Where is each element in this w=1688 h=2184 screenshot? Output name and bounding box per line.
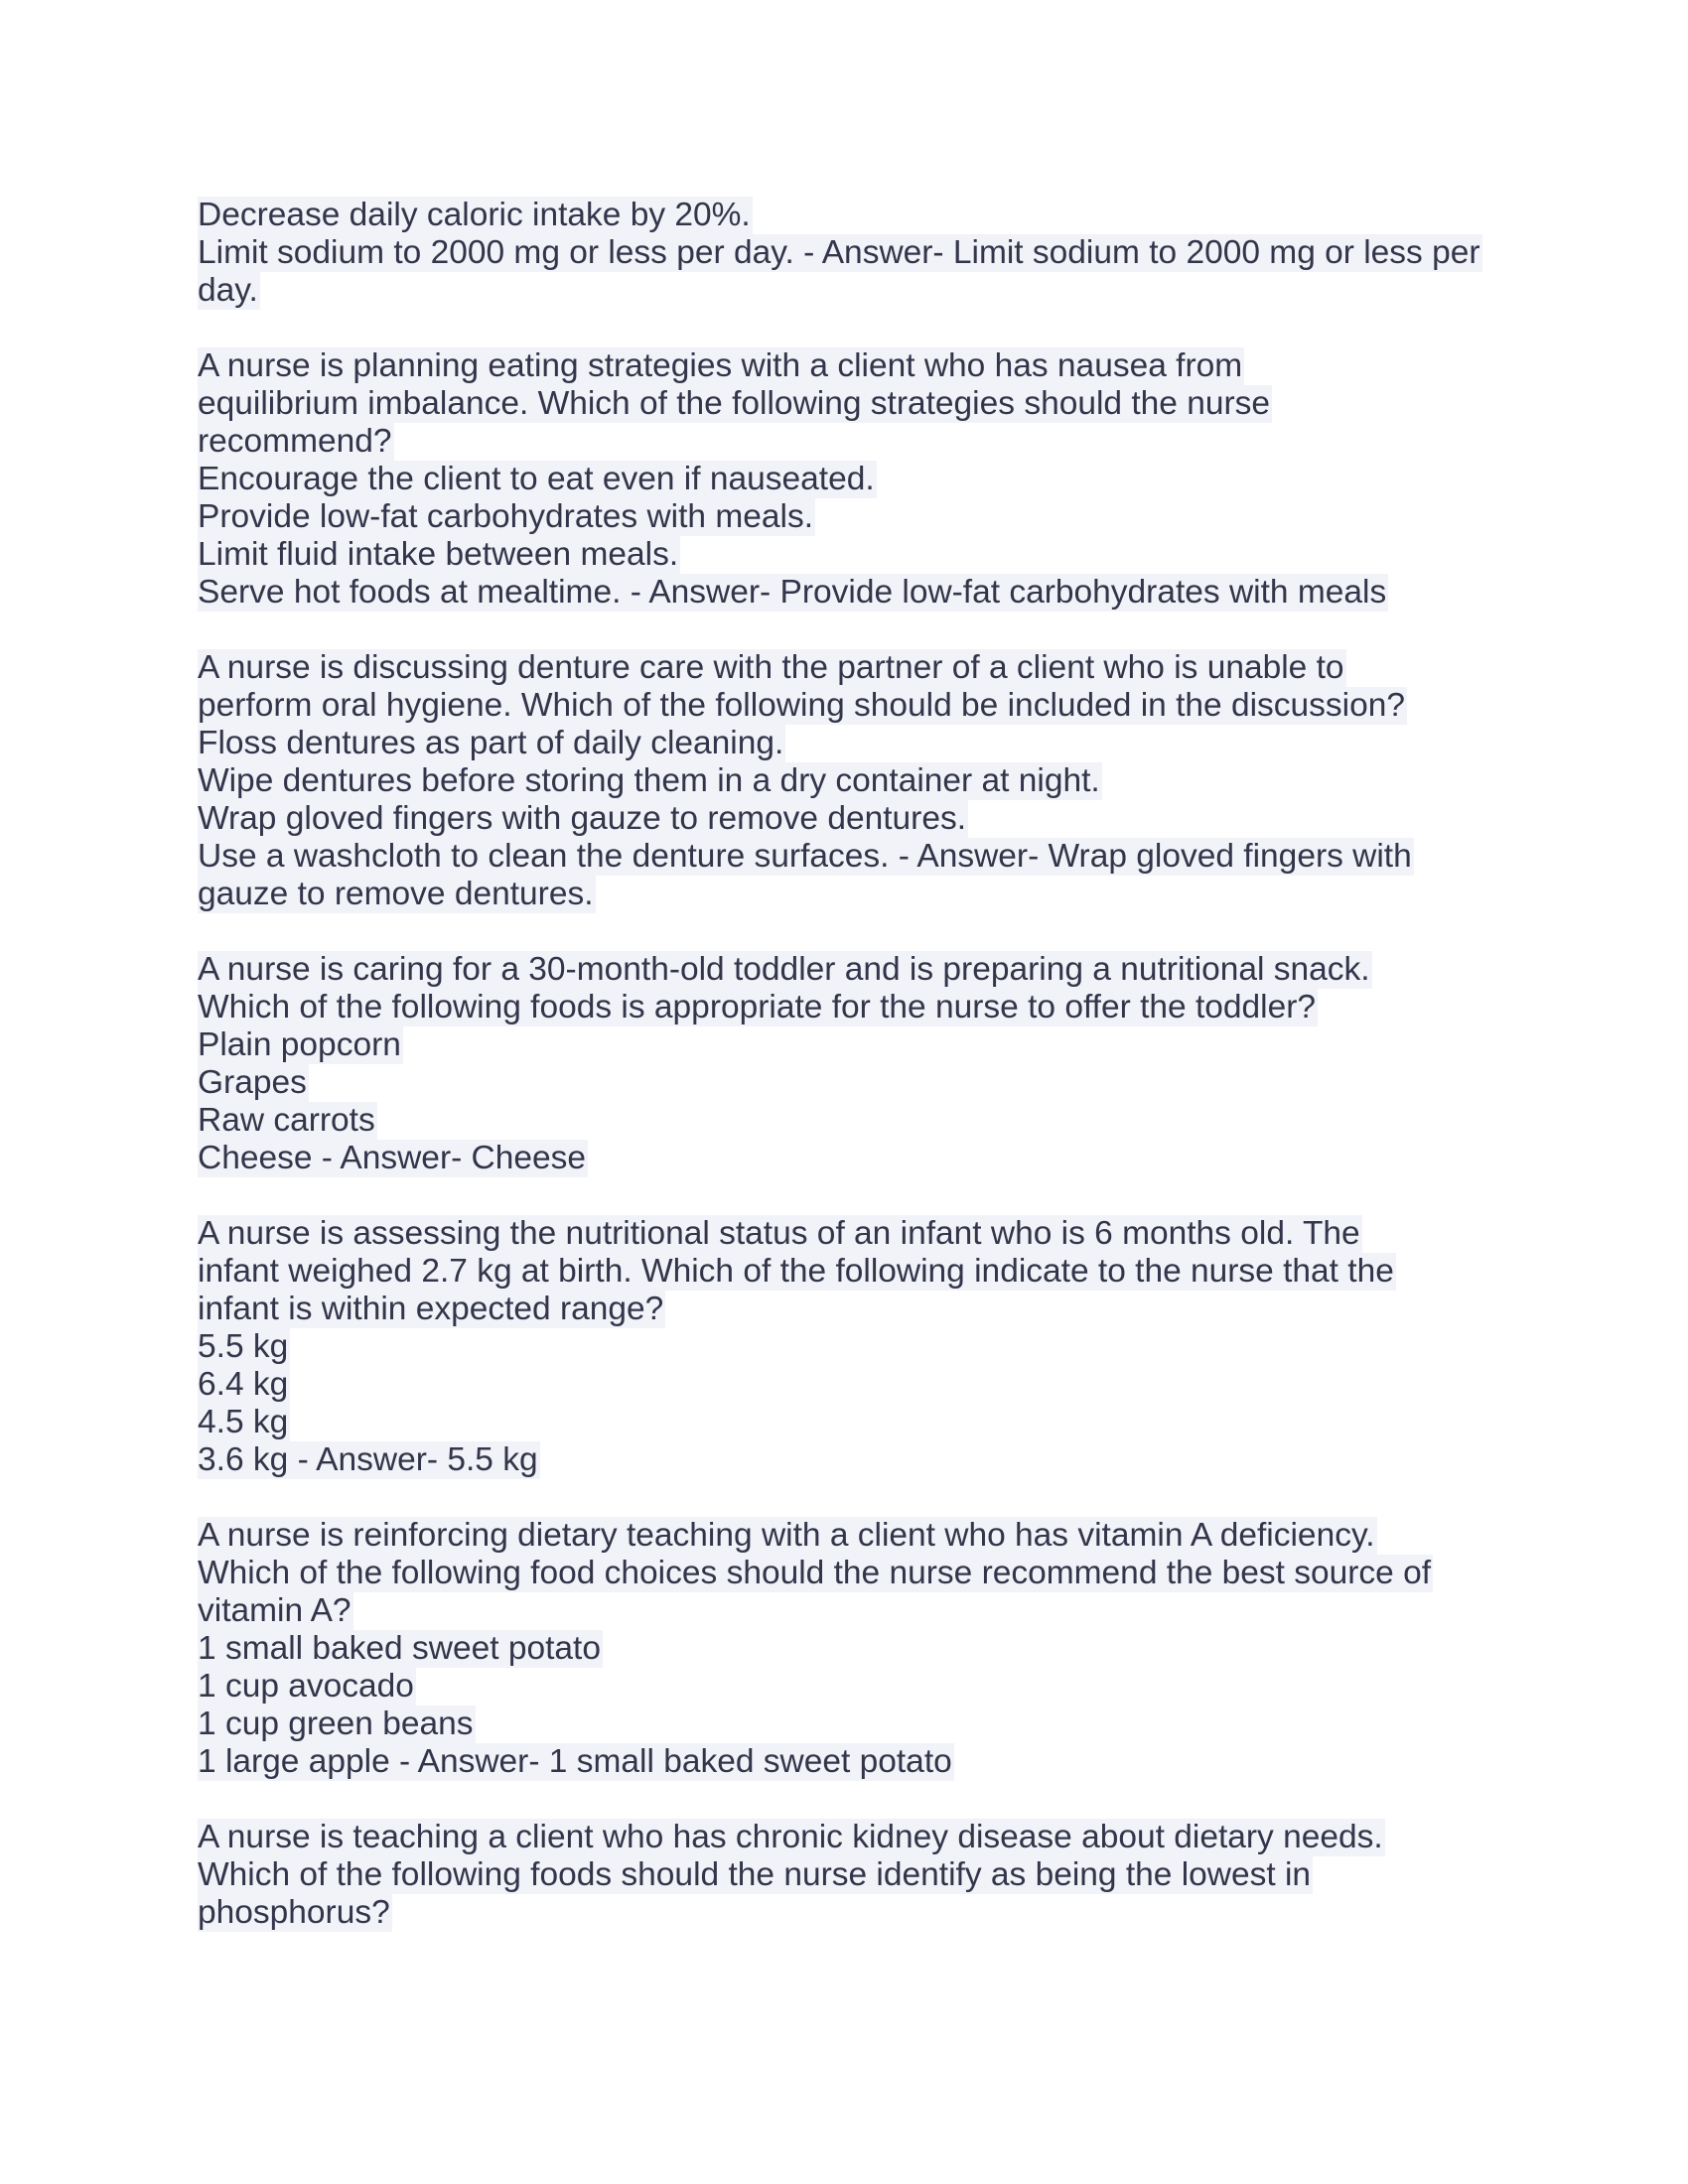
text-line: A nurse is caring for a 30-month-old toddler and is preparing a nutritional snack. — [198, 951, 1370, 988]
text-line: A nurse is assessing the nutritional status of an infant who is 6 months old. The — [198, 1215, 1360, 1252]
text-line: gauze to remove dentures. — [198, 876, 594, 912]
text-line-row — [198, 1291, 1508, 1328]
text-line-row — [198, 1253, 1508, 1291]
text-line: infant is within expected range? — [198, 1291, 664, 1327]
text-line-row — [198, 1517, 1508, 1555]
paragraph-spacer — [198, 1177, 1508, 1215]
text-line: phosphorus? — [198, 1894, 390, 1931]
text-line: Limit sodium to 2000 mg or less per day. - Answer- Limit sodium to 2000 mg or less per — [198, 234, 1480, 271]
text-line-row — [198, 1819, 1508, 1856]
text-line: 5.5 kg — [198, 1328, 289, 1365]
text-line: A nurse is planning eating strategies with a client who has nausea from — [198, 347, 1243, 384]
text-line: Encourage the client to eat even if nauseated. — [198, 461, 875, 497]
text-line: Which of the following food choices should the nurse recommend the best source of — [198, 1555, 1432, 1591]
text-line: Plain popcorn — [198, 1026, 401, 1063]
text-line: 1 large apple - Answer- 1 small baked sweet potato — [198, 1743, 952, 1780]
question-block — [198, 951, 1508, 1177]
text-line-row — [198, 800, 1508, 838]
text-line-row — [198, 762, 1508, 800]
text-line-row — [198, 838, 1508, 876]
text-line-row — [198, 423, 1508, 461]
text-line: 1 small baked sweet potato — [198, 1630, 601, 1667]
text-line-row — [198, 951, 1508, 989]
text-line: Which of the following foods should the nurse identify as being the lowest in — [198, 1856, 1312, 1893]
text-line: 6.4 kg — [198, 1366, 289, 1403]
text-line-row — [198, 1026, 1508, 1064]
text-line: Use a washcloth to clean the denture surfaces. - Answer- Wrap gloved fingers with — [198, 838, 1412, 875]
text-line-row — [198, 1140, 1508, 1177]
text-line-row — [198, 1064, 1508, 1102]
text-line-row — [198, 1366, 1508, 1404]
text-line: Provide low-fat carbohydrates with meals. — [198, 498, 814, 535]
question-block — [198, 347, 1508, 612]
text-line: Raw carrots — [198, 1102, 375, 1139]
text-line: Wrap gloved fingers with gauze to remove dentures. — [198, 800, 967, 837]
text-line-row — [198, 574, 1508, 612]
text-line: vitamin A? — [198, 1592, 352, 1629]
text-line-row — [198, 1441, 1508, 1479]
text-line-row — [198, 498, 1508, 536]
question-block — [198, 1819, 1508, 1932]
text-line: day. — [198, 272, 258, 309]
text-line-row — [198, 536, 1508, 574]
paragraph-spacer — [198, 913, 1508, 951]
text-line: Decrease daily caloric intake by 20%. — [198, 197, 751, 233]
paragraph-spacer — [198, 1781, 1508, 1819]
text-line-row — [198, 1894, 1508, 1932]
text-line-row — [198, 989, 1508, 1026]
text-line-row — [198, 272, 1508, 310]
text-line: 1 cup green beans — [198, 1706, 474, 1742]
text-line-row — [198, 687, 1508, 725]
text-line: A nurse is reinforcing dietary teaching with a client who has vitamin A deficiency. — [198, 1517, 1375, 1554]
document-body — [198, 197, 1508, 1932]
text-line-row — [198, 1856, 1508, 1894]
text-line: Limit fluid intake between meals. — [198, 536, 679, 573]
question-block — [198, 1215, 1508, 1479]
text-line-row — [198, 385, 1508, 423]
text-line-row — [198, 1743, 1508, 1781]
text-line-row — [198, 1630, 1508, 1668]
text-line: Wipe dentures before storing them in a dry container at night. — [198, 762, 1100, 799]
text-line: Serve hot foods at mealtime. - Answer- Provide low-fat carbohydrates with meals — [198, 574, 1387, 611]
text-line-row — [198, 1102, 1508, 1140]
paragraph-spacer — [198, 310, 1508, 347]
text-line-row — [198, 876, 1508, 913]
text-line-row — [198, 1592, 1508, 1630]
text-line: Grapes — [198, 1064, 307, 1101]
text-line-row — [198, 461, 1508, 498]
text-line: A nurse is teaching a client who has chronic kidney disease about dietary needs. — [198, 1819, 1383, 1855]
question-block — [198, 197, 1508, 310]
text-line: infant weighed 2.7 kg at birth. Which of the following indicate to the nurse that the — [198, 1253, 1394, 1290]
text-line: 4.5 kg — [198, 1404, 289, 1440]
question-block — [198, 649, 1508, 913]
text-line: 3.6 kg - Answer- 5.5 kg — [198, 1441, 538, 1478]
text-line-row — [198, 1555, 1508, 1592]
text-line-row — [198, 1404, 1508, 1441]
text-line-row — [198, 1328, 1508, 1366]
text-line: Which of the following foods is appropriate for the nurse to offer the toddler? — [198, 989, 1317, 1025]
text-line: Floss dentures as part of daily cleaning. — [198, 725, 784, 761]
text-line-row — [198, 1706, 1508, 1743]
text-line: recommend? — [198, 423, 392, 460]
text-line: A nurse is discussing denture care with the partner of a client who is unable to — [198, 649, 1344, 686]
text-line-row — [198, 649, 1508, 687]
question-block — [198, 1517, 1508, 1781]
text-line-row — [198, 1215, 1508, 1253]
text-line-row — [198, 347, 1508, 385]
text-line: equilibrium imbalance. Which of the following strategies should the nurse — [198, 385, 1271, 422]
text-line-row — [198, 197, 1508, 234]
text-line: 1 cup avocado — [198, 1668, 414, 1705]
text-line-row — [198, 1668, 1508, 1706]
text-line: Cheese - Answer- Cheese — [198, 1140, 587, 1176]
paragraph-spacer — [198, 612, 1508, 649]
paragraph-spacer — [198, 1479, 1508, 1517]
text-line-row — [198, 234, 1508, 272]
text-line: perform oral hygiene. Which of the following should be included in the discussion? — [198, 687, 1406, 724]
text-line-row — [198, 725, 1508, 762]
